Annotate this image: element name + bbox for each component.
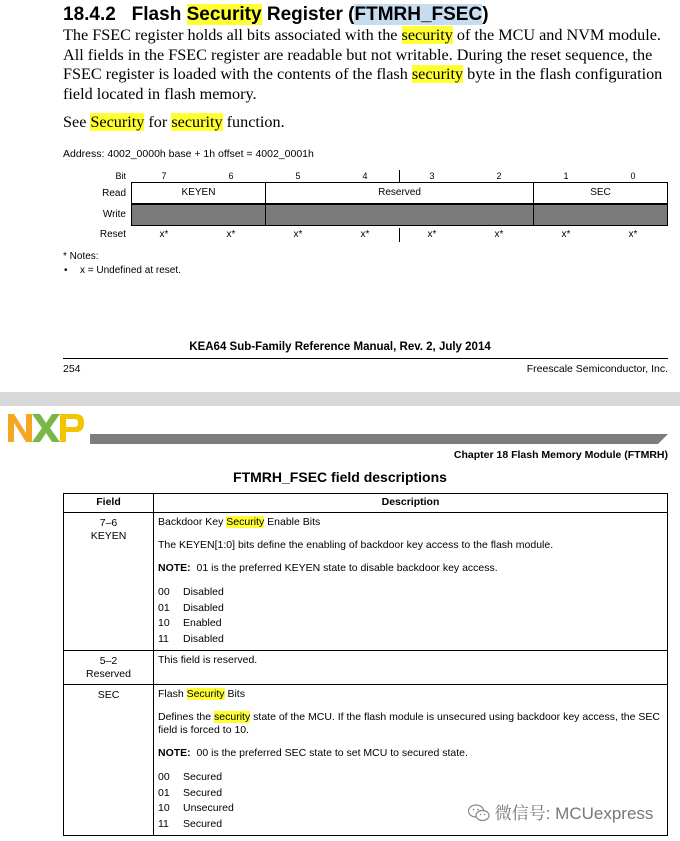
reset-value: x* — [427, 229, 437, 240]
field-descriptions-table — [63, 493, 668, 836]
nxp-logo — [8, 413, 84, 448]
header-field: Field — [64, 494, 154, 513]
footer-rule — [63, 358, 668, 359]
value-text: Disabled — [183, 586, 224, 598]
section-title-part: Register ( — [261, 4, 355, 25]
wechat-icon — [468, 804, 490, 822]
field-sec: SEC — [590, 187, 611, 198]
description-cell — [154, 651, 668, 685]
table-header-row — [64, 494, 668, 513]
text-run: Flash — [158, 688, 187, 700]
intro-paragraph — [63, 26, 663, 104]
bit-number: 6 — [228, 171, 234, 181]
chapter-title: Chapter 18 Flash Memory Module (FTMRH) — [453, 449, 668, 461]
note-label: NOTE: — [158, 562, 191, 574]
description-cell — [154, 513, 668, 651]
footer-title: KEA64 Sub-Family Reference Manual, Rev. 2, July 2014 — [189, 341, 491, 353]
search-highlight: Security — [90, 113, 145, 131]
text-run: Bits — [224, 688, 245, 700]
nibble-divider — [399, 170, 400, 182]
write-row-label: Write — [102, 209, 126, 220]
value-code: 01 — [158, 786, 170, 799]
section-title-part: Flash — [131, 4, 187, 25]
value-text: Disabled — [183, 632, 224, 645]
value-code: 11 — [158, 817, 169, 830]
value-text: Disabled — [183, 601, 224, 614]
description-text — [158, 711, 663, 737]
search-highlight: security — [411, 65, 464, 83]
field-name-cell — [64, 685, 154, 836]
reset-row-label: Reset — [99, 229, 126, 240]
description-text: This field is reserved. — [158, 654, 258, 666]
text-run: Defines the — [158, 711, 215, 723]
section-title — [63, 4, 489, 26]
header-bar — [90, 434, 668, 444]
reset-value: x* — [561, 229, 571, 240]
text-run: for — [144, 113, 172, 131]
bit-number: 2 — [496, 171, 502, 181]
value-code: 01 — [158, 601, 170, 614]
text-run: The FSEC register holds all bits associated with the — [63, 26, 402, 44]
description-note — [158, 747, 663, 760]
notes-item: x = Undefined at reset. — [80, 265, 181, 276]
search-highlight: Security — [226, 516, 265, 528]
page-separator — [0, 392, 680, 406]
register-write-row — [131, 204, 668, 226]
bit-number: 4 — [362, 171, 368, 181]
read-row-label: Read — [102, 188, 126, 199]
note-label: NOTE: — [158, 747, 191, 759]
section-title-part: ) — [482, 4, 489, 25]
text-run: Enable Bits — [264, 516, 321, 528]
header-description: Description — [154, 494, 668, 513]
field-name-cell — [64, 513, 154, 651]
value-item — [158, 632, 663, 648]
field-name: Reserved — [86, 668, 131, 680]
value-item — [158, 616, 663, 632]
reset-value: x* — [494, 229, 504, 240]
reset-value: x* — [159, 229, 169, 240]
register-address: Address: 4002_0000h base + 1h offset = 4002_0001h — [63, 148, 314, 160]
field-keyen: KEYEN — [181, 187, 216, 198]
search-highlight: security — [171, 113, 223, 131]
value-text: Secured — [183, 771, 223, 783]
table-row — [64, 513, 668, 651]
reset-value: x* — [360, 229, 370, 240]
nxp-logo-icon — [8, 413, 84, 443]
field-name-cell — [64, 651, 154, 685]
field-reserved: Reserved — [378, 187, 421, 198]
reset-value: x* — [226, 229, 236, 240]
search-highlight: security — [401, 26, 453, 44]
bit-number: 1 — [563, 171, 569, 181]
text-run: state of the MCU. If the flash module is unsecured using backdoor key access, the SEC field is forced to 10. — [158, 711, 660, 736]
manual-page-254 — [0, 0, 680, 392]
text-run: byte in the flash configuration field located in flash memory. — [63, 65, 663, 103]
notes-heading: * Notes: — [63, 251, 99, 262]
text-run: of the MCU and NVM module. All fields in the FSEC register are readable but not writable. During the reset sequence, the FSEC register is loaded with the contents of the flash — [63, 26, 661, 83]
value-text: Secured — [183, 817, 223, 830]
register-name-highlight: FTMRH_FSEC — [354, 4, 483, 25]
watermark-text: 微信号: MCUexpress — [494, 804, 654, 823]
bit-number: 5 — [295, 171, 301, 181]
value-code: 10 — [158, 802, 170, 814]
value-item — [158, 601, 663, 617]
value-text: Enabled — [183, 617, 222, 629]
field-name: SEC — [97, 689, 120, 701]
text-run: function. — [222, 113, 285, 131]
bullet-icon: • — [64, 265, 68, 276]
value-list — [158, 585, 663, 647]
description-text: The KEYEN[1:0] bits define the enabling of backdoor key access to the flash module. — [158, 539, 554, 551]
bit-range: 7–6 — [99, 517, 118, 529]
note-text: 01 is the preferred KEYEN state to disable backdoor key access. — [196, 562, 498, 574]
search-highlight: Security — [186, 688, 225, 700]
page-number: 254 — [63, 363, 81, 375]
description-title — [158, 516, 663, 529]
search-highlight: Security — [186, 4, 262, 25]
bit-range: 5–2 — [99, 655, 118, 667]
bit-row-label: Bit — [115, 171, 126, 181]
description-note — [158, 562, 663, 575]
text-run: See — [63, 113, 91, 131]
reset-value: x* — [628, 229, 638, 240]
note-text: 00 is the preferred SEC state to set MCU to secured state. — [196, 747, 468, 759]
section-number: 18.4.2 — [63, 4, 116, 25]
wechat-watermark — [468, 799, 653, 824]
value-code: 11 — [158, 632, 169, 645]
description-title — [158, 688, 663, 701]
bit-number: 7 — [161, 171, 167, 181]
value-text: Secured — [183, 786, 223, 799]
table-row — [64, 651, 668, 685]
field-name: KEYEN — [90, 530, 127, 542]
value-item — [158, 585, 663, 601]
reset-value: x* — [293, 229, 303, 240]
value-code: 00 — [158, 771, 170, 783]
value-code: 10 — [158, 617, 170, 629]
publisher: Freescale Semiconductor, Inc. — [526, 363, 668, 375]
value-text: Unsecured — [183, 802, 234, 814]
nibble-divider — [399, 228, 400, 242]
bit-number: 0 — [630, 171, 636, 181]
bit-number: 3 — [429, 171, 435, 181]
value-item — [158, 770, 663, 786]
text-run: Backdoor Key — [158, 516, 227, 528]
search-highlight: security — [214, 711, 251, 723]
table-caption: FTMRH_FSEC field descriptions — [233, 469, 447, 485]
value-code: 00 — [158, 586, 170, 598]
see-paragraph — [63, 113, 285, 132]
